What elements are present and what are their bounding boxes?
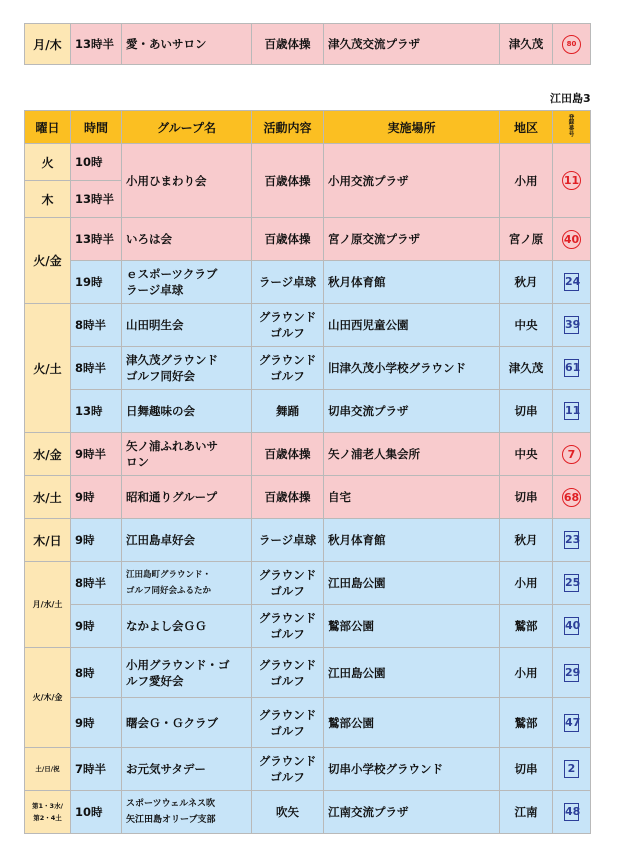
area-cell: 秋月 [500,261,553,304]
group-cell: 曙会Ｇ・Ｇクラブ [122,698,252,748]
group-line-2: ラージ卓球 [126,283,184,297]
boxed-number: 25 [564,574,579,592]
circled-number: 68 [562,488,581,507]
time-cell: 8時半 [71,347,122,390]
circled-number: 7 [562,445,581,464]
group-line-2: ゴルフ同好会 [126,369,195,383]
activity-line-1: グラウンド [258,611,317,625]
place-cell: 切串交流プラザ [324,390,500,433]
boxed-number: 39 [564,316,579,334]
table-row [25,144,591,181]
day-cell: 火/土 [25,304,71,433]
table-row [25,24,591,65]
activity-line-2: ゴルフ [270,627,305,641]
number-cell [553,304,591,347]
group-cell: 愛・あいサロン [122,24,252,65]
header-row [25,111,591,144]
time-cell: 13時半 [71,181,122,218]
table-row [25,519,591,562]
table-row [25,562,591,605]
area-cell: 津久茂 [500,24,553,65]
activity-cell [252,562,324,605]
group-cell: お元気サタデー [122,748,252,791]
group-cell: なかよし会ＧＧ [122,605,252,648]
group-cell: 山田明生会 [122,304,252,347]
table-row [25,390,591,433]
circled-number: 80 [562,35,581,54]
number-cell [553,390,591,433]
area-cell: 宮ノ原 [500,218,553,261]
group-line-1: 津久茂グラウンド [126,353,218,367]
time-cell: 13時 [71,390,122,433]
area-cell: 切串 [500,748,553,791]
day-cell: 木 [25,181,71,218]
header-number-text: 登録番号 [568,114,575,138]
day-cell: 火/金 [25,218,71,304]
group-cell [122,261,252,304]
group-cell: 昭和通りグループ [122,476,252,519]
time-cell: 8時 [71,648,122,698]
number-cell [553,519,591,562]
area-cell: 小用 [500,648,553,698]
time-cell: 9時 [71,476,122,519]
area-cell: 小用 [500,562,553,605]
table-row [25,218,591,261]
place-cell: 自宅 [324,476,500,519]
activity-line-1: グラウンド [258,707,317,722]
time-cell: 13時半 [71,24,122,65]
group-line-2: ゴルフ同好会ふるたか [126,586,212,596]
place-cell: 旧津久茂小学校グラウンド [324,347,500,390]
area-cell: 鷲部 [500,698,553,748]
area-cell: 切串 [500,476,553,519]
time-cell: 9時 [71,519,122,562]
table-row [25,347,591,390]
activity-cell [252,748,324,791]
time-cell: 9時半 [71,433,122,476]
day-line-2: 第2・4土 [33,814,62,822]
time-cell: 8時半 [71,562,122,605]
time-cell: 9時 [71,698,122,748]
time-cell: 19時 [71,261,122,304]
number-cell [553,24,591,65]
group-cell: 日舞趣味の会 [122,390,252,433]
group-line-1: ｅスポーツクラブ [126,267,218,281]
activity-cell: ラージ卓球 [252,519,324,562]
activity-cell: 百歳体操 [252,476,324,519]
activity-cell [252,304,324,347]
table-row [25,648,591,698]
boxed-number: 11 [564,402,579,420]
group-cell: 小用ひまわり会 [122,144,252,218]
header-place: 実施場所 [324,111,500,144]
place-cell: 切串小学校グラウンド [324,748,500,791]
number-cell [553,698,591,748]
time-cell: 7時半 [71,748,122,791]
day-cell: 水/金 [25,433,71,476]
number-cell [553,791,591,834]
area-cell: 秋月 [500,519,553,562]
place-cell: 秋月体育館 [324,519,500,562]
area-cell: 小用 [500,144,553,218]
header-area: 地区 [500,111,553,144]
day-cell: 火 [25,144,71,181]
activity-line-2: ゴルフ [270,770,305,784]
boxed-number: 24 [564,273,579,291]
group-cell: いろは会 [122,218,252,261]
number-cell [553,261,591,304]
group-line-1: 矢ノ浦ふれあいサ [126,439,218,453]
activity-line-2: ゴルフ [270,584,305,598]
day-cell: 月/水/土 [25,562,71,648]
table-row [25,304,591,347]
number-cell [553,218,591,261]
boxed-number: 40 [564,617,579,635]
group-cell: 江田島卓好会 [122,519,252,562]
activity-cell [252,347,324,390]
group-line-2: ロン [126,455,149,469]
activity-line-1: グラウンド [258,568,317,582]
area-cell: 中央 [500,433,553,476]
circled-number: 11 [562,171,581,190]
group-line-2: ルフ愛好会 [126,673,184,688]
boxed-number: 47 [564,714,579,732]
group-cell [122,562,252,605]
number-cell [553,476,591,519]
header-group: グループ名 [122,111,252,144]
time-cell: 10時 [71,144,122,181]
header-activity: 活動内容 [252,111,324,144]
number-cell [553,648,591,698]
boxed-number: 61 [564,359,579,377]
area-cell: 鷲部 [500,605,553,648]
activity-line-2: ゴルフ [270,723,305,738]
number-cell [553,144,591,218]
activity-cell: 百歳体操 [252,144,324,218]
place-cell: 宮ノ原交流プラザ [324,218,500,261]
activity-line-2: ゴルフ [270,326,305,340]
header-time: 時間 [71,111,122,144]
activity-cell: ラージ卓球 [252,261,324,304]
group-cell [122,648,252,698]
number-cell [553,605,591,648]
activity-line-1: グラウンド [258,754,317,768]
table-row [25,791,591,834]
activity-cell [252,648,324,698]
boxed-number: 23 [564,531,579,549]
activity-cell: 吹矢 [252,791,324,834]
activity-cell: 百歳体操 [252,218,324,261]
area-cell: 江南 [500,791,553,834]
area-cell: 中央 [500,304,553,347]
boxed-number: 2 [564,760,579,778]
activity-cell: 百歳体操 [252,24,324,65]
group-line-1: 江田島町グラウンド・ [126,570,212,580]
group-line-1: 小用グラウンド・ゴ [126,657,230,672]
area-cell: 切串 [500,390,553,433]
place-cell: 小用交流プラザ [324,144,500,218]
number-cell [553,748,591,791]
day-cell: 水/土 [25,476,71,519]
place-cell: 江田島公園 [324,562,500,605]
activity-cell [252,605,324,648]
top-table [24,23,591,65]
page-label: 江田島3 [550,92,591,105]
activity-cell: 舞踊 [252,390,324,433]
place-cell: 秋月体育館 [324,261,500,304]
place-cell: 矢ノ浦老人集会所 [324,433,500,476]
table-row [25,698,591,748]
table-row [25,476,591,519]
day-line-1: 第1・3水/ [32,802,63,810]
boxed-number: 29 [564,664,579,682]
activity-line-1: グラウンド [258,310,317,324]
group-cell [122,791,252,834]
area-cell: 津久茂 [500,347,553,390]
schedule-table [24,110,591,834]
time-cell: 8時半 [71,304,122,347]
number-cell [553,433,591,476]
activity-cell: 百歳体操 [252,433,324,476]
table-row [25,261,591,304]
table-row [25,748,591,791]
activity-line-2: ゴルフ [270,369,305,383]
place-cell: 鷲部公園 [324,698,500,748]
table-row [25,605,591,648]
time-cell: 10時 [71,791,122,834]
activity-line-1: グラウンド [258,353,317,367]
group-line-2: 矢江田島オリーブ支部 [126,815,216,825]
place-cell: 鷲部公園 [324,605,500,648]
day-cell [25,791,71,834]
circled-number: 40 [562,230,581,249]
day-cell: 月/木 [25,24,71,65]
day-cell: 火/木/金 [25,648,71,748]
activity-line-2: ゴルフ [270,673,305,688]
place-cell: 江田島公園 [324,648,500,698]
place-cell: 津久茂交流プラザ [324,24,500,65]
group-line-1: スポーツウェルネス吹 [126,799,216,809]
boxed-number: 48 [564,803,579,821]
day-cell: 土/日/祝 [25,748,71,791]
place-cell: 山田西児童公園 [324,304,500,347]
activity-cell [252,698,324,748]
activity-line-1: グラウンド [258,657,317,672]
number-cell [553,562,591,605]
table-row [25,433,591,476]
header-day: 曜日 [25,111,71,144]
header-number [553,111,591,144]
place-cell: 江南交流プラザ [324,791,500,834]
group-cell [122,433,252,476]
group-cell [122,347,252,390]
number-cell [553,347,591,390]
time-cell: 9時 [71,605,122,648]
day-cell: 木/日 [25,519,71,562]
time-cell: 13時半 [71,218,122,261]
